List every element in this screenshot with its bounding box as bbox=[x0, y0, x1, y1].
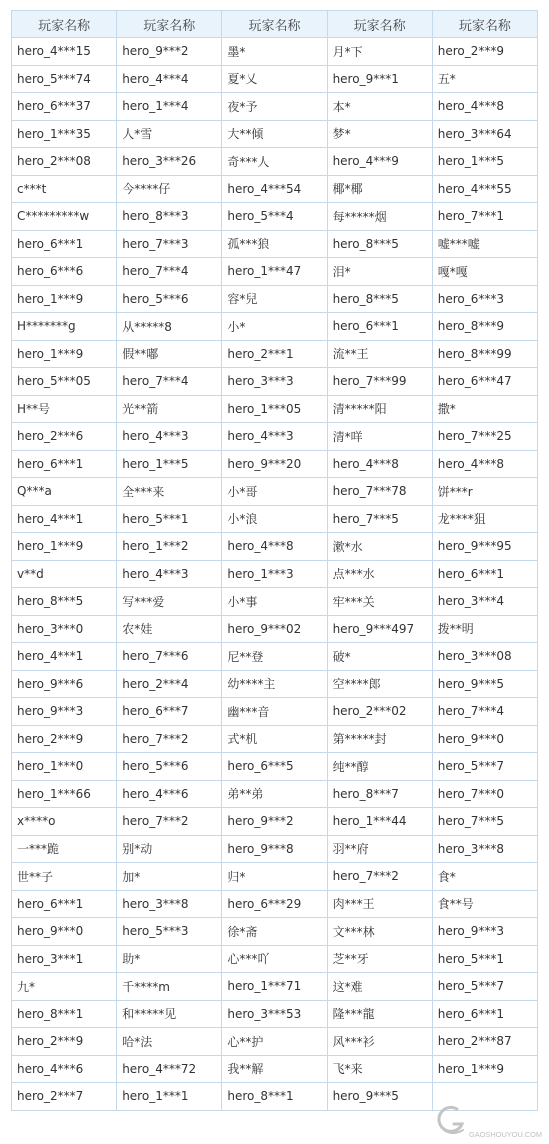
player-name-cell: Q***a bbox=[12, 478, 117, 506]
player-name-cell: 泪* bbox=[327, 258, 432, 286]
player-name-cell: c***t bbox=[12, 175, 117, 203]
player-name-cell: hero_1***9 bbox=[432, 1055, 537, 1083]
player-name-cell: 撒* bbox=[432, 395, 537, 423]
player-name-cell: hero_6***1 bbox=[327, 313, 432, 341]
player-name-cell: 隆***龍 bbox=[327, 1000, 432, 1028]
player-name-cell: 九* bbox=[12, 973, 117, 1001]
player-name-cell: hero_3***8 bbox=[432, 835, 537, 863]
player-name-cell: hero_6***1 bbox=[432, 1000, 537, 1028]
player-name-cell: hero_1***0 bbox=[12, 753, 117, 781]
player-name-cell: hero_8***9 bbox=[432, 313, 537, 341]
player-name-cell: hero_7***99 bbox=[327, 368, 432, 396]
player-name-cell: hero_2***87 bbox=[432, 1028, 537, 1056]
player-name-cell: 纯**醇 bbox=[327, 753, 432, 781]
table-row bbox=[12, 1055, 538, 1083]
player-name-cell: hero_2***9 bbox=[12, 725, 117, 753]
player-name-cell: hero_1***5 bbox=[432, 148, 537, 176]
player-name-cell: 椰*椰 bbox=[327, 175, 432, 203]
player-name-cell: hero_3***53 bbox=[222, 1000, 327, 1028]
player-name-cell: 我**解 bbox=[222, 1055, 327, 1083]
player-name-cell: hero_4***1 bbox=[12, 643, 117, 671]
player-name-cell: hero_6***7 bbox=[117, 698, 222, 726]
g-swirl-logo-icon bbox=[439, 1107, 463, 1133]
player-name-cell: 哈*法 bbox=[117, 1028, 222, 1056]
player-name-cell: C*********w bbox=[12, 203, 117, 231]
player-name-cell: 牢***关 bbox=[327, 588, 432, 616]
player-name-cell: hero_6***37 bbox=[12, 93, 117, 121]
player-name-cell: hero_6***29 bbox=[222, 890, 327, 918]
player-name-cell: hero_1***47 bbox=[222, 258, 327, 286]
player-name-cell: hero_2***1 bbox=[222, 340, 327, 368]
player-name-cell: hero_7***3 bbox=[117, 230, 222, 258]
player-name-cell: hero_8***1 bbox=[12, 1000, 117, 1028]
player-name-cell: hero_4***8 bbox=[222, 533, 327, 561]
player-name-cell: hero_3***3 bbox=[222, 368, 327, 396]
player-name-cell: hero_5***6 bbox=[117, 753, 222, 781]
player-name-cell: 别*动 bbox=[117, 835, 222, 863]
column-header: 玩家名称 bbox=[117, 11, 222, 38]
player-name-cell: hero_4***15 bbox=[12, 38, 117, 66]
player-name-cell: hero_1***35 bbox=[12, 120, 117, 148]
player-name-cell: hero_2***9 bbox=[432, 38, 537, 66]
player-name-cell: hero_6***1 bbox=[432, 560, 537, 588]
player-name-cell: x****o bbox=[12, 808, 117, 836]
table-body bbox=[12, 38, 538, 1111]
column-header: 玩家名称 bbox=[432, 11, 537, 38]
player-name-cell: hero_7***6 bbox=[117, 643, 222, 671]
player-name-cell: 夜*予 bbox=[222, 93, 327, 121]
player-name-cell: 梦* bbox=[327, 120, 432, 148]
player-name-cell: hero_9***3 bbox=[12, 698, 117, 726]
player-name-cell: hero_5***1 bbox=[432, 945, 537, 973]
player-name-cell: hero_4***8 bbox=[432, 450, 537, 478]
player-name-cell: 小*哥 bbox=[222, 478, 327, 506]
table-row bbox=[12, 203, 538, 231]
table-row bbox=[12, 808, 538, 836]
player-name-cell: 飞*来 bbox=[327, 1055, 432, 1083]
player-name-cell: hero_1***2 bbox=[117, 533, 222, 561]
player-name-cell: hero_8***99 bbox=[432, 340, 537, 368]
player-name-cell: hero_5***7 bbox=[432, 753, 537, 781]
player-name-cell: 尼**登 bbox=[222, 643, 327, 671]
table-row bbox=[12, 973, 538, 1001]
player-name-cell: hero_3***4 bbox=[432, 588, 537, 616]
player-name-cell: hero_5***3 bbox=[117, 918, 222, 946]
player-name-cell: hero_6***1 bbox=[12, 230, 117, 258]
player-name-cell: hero_5***6 bbox=[117, 285, 222, 313]
player-name-cell: H*******g bbox=[12, 313, 117, 341]
player-name-cell: hero_3***1 bbox=[12, 945, 117, 973]
player-name-cell: hero_3***26 bbox=[117, 148, 222, 176]
player-name-cell: 五* bbox=[432, 65, 537, 93]
player-name-cell: hero_1***66 bbox=[12, 780, 117, 808]
player-name-cell: hero_6***3 bbox=[432, 285, 537, 313]
player-name-cell: 文***林 bbox=[327, 918, 432, 946]
player-name-cell: hero_7***4 bbox=[432, 698, 537, 726]
table-row bbox=[12, 1028, 538, 1056]
player-name-cell: 假**嘟 bbox=[117, 340, 222, 368]
player-name-cell: hero_2***4 bbox=[117, 670, 222, 698]
player-name-cell: 大**倾 bbox=[222, 120, 327, 148]
player-name-cell: hero_2***02 bbox=[327, 698, 432, 726]
player-name-cell: hero_4***3 bbox=[117, 560, 222, 588]
player-name-cell: 点***水 bbox=[327, 560, 432, 588]
player-name-cell: 徐*斋 bbox=[222, 918, 327, 946]
player-name-table bbox=[11, 10, 538, 1111]
table-row bbox=[12, 780, 538, 808]
table-row bbox=[12, 533, 538, 561]
player-name-cell: 心***吖 bbox=[222, 945, 327, 973]
player-name-cell: hero_6***1 bbox=[12, 450, 117, 478]
player-name-cell: 一***跪 bbox=[12, 835, 117, 863]
player-name-cell: hero_1***4 bbox=[117, 93, 222, 121]
player-name-cell: 食**号 bbox=[432, 890, 537, 918]
player-name-cell: hero_8***5 bbox=[327, 230, 432, 258]
player-name-cell: hero_9***497 bbox=[327, 615, 432, 643]
player-name-cell: hero_9***0 bbox=[12, 918, 117, 946]
player-name-cell: 孤***狼 bbox=[222, 230, 327, 258]
player-name-cell: hero_9***5 bbox=[327, 1083, 432, 1111]
player-name-cell: hero_7***4 bbox=[117, 258, 222, 286]
player-name-cell: 墨* bbox=[222, 38, 327, 66]
player-name-cell: hero_5***7 bbox=[432, 973, 537, 1001]
player-name-cell: 式*机 bbox=[222, 725, 327, 753]
player-name-cell: hero_5***1 bbox=[117, 505, 222, 533]
player-name-cell: 空****郎 bbox=[327, 670, 432, 698]
table-row bbox=[12, 368, 538, 396]
player-name-cell: 本* bbox=[327, 93, 432, 121]
table-row bbox=[12, 1083, 538, 1111]
player-name-cell: hero_7***2 bbox=[327, 863, 432, 891]
column-header: 玩家名称 bbox=[12, 11, 117, 38]
player-name-cell: hero_2***7 bbox=[12, 1083, 117, 1111]
player-name-cell: 世**子 bbox=[12, 863, 117, 891]
table-row bbox=[12, 478, 538, 506]
player-name-cell: 饼***r bbox=[432, 478, 537, 506]
table-row bbox=[12, 65, 538, 93]
table-row bbox=[12, 285, 538, 313]
player-name-cell: hero_4***1 bbox=[12, 505, 117, 533]
player-name-cell: 每*****烟 bbox=[327, 203, 432, 231]
table-row bbox=[12, 643, 538, 671]
player-name-cell: 嘎*嘎 bbox=[432, 258, 537, 286]
player-name-cell: hero_1***9 bbox=[12, 285, 117, 313]
player-name-cell: H**号 bbox=[12, 395, 117, 423]
player-name-cell: hero_8***5 bbox=[327, 285, 432, 313]
player-name-cell: 农*娃 bbox=[117, 615, 222, 643]
player-name-cell: hero_4***55 bbox=[432, 175, 537, 203]
player-name-cell: 和*****见 bbox=[117, 1000, 222, 1028]
player-name-cell: 月*下 bbox=[327, 38, 432, 66]
player-name-cell: 嘘***嘘 bbox=[432, 230, 537, 258]
player-name-cell: 全***来 bbox=[117, 478, 222, 506]
player-name-cell: hero_7***0 bbox=[432, 780, 537, 808]
player-name-cell: hero_3***0 bbox=[12, 615, 117, 643]
player-name-cell: 龙****狙 bbox=[432, 505, 537, 533]
player-name-cell: hero_8***5 bbox=[12, 588, 117, 616]
player-name-cell: hero_9***3 bbox=[432, 918, 537, 946]
player-name-cell: hero_2***6 bbox=[12, 423, 117, 451]
player-name-cell: hero_4***54 bbox=[222, 175, 327, 203]
player-name-cell: 奇***人 bbox=[222, 148, 327, 176]
player-name-cell: 人*雪 bbox=[117, 120, 222, 148]
player-name-cell: hero_1***3 bbox=[222, 560, 327, 588]
player-name-cell: 清*****阳 bbox=[327, 395, 432, 423]
column-header: 玩家名称 bbox=[222, 11, 327, 38]
column-header: 玩家名称 bbox=[327, 11, 432, 38]
player-name-cell: 心**护 bbox=[222, 1028, 327, 1056]
player-name-cell: 拨**明 bbox=[432, 615, 537, 643]
player-name-cell: hero_9***1 bbox=[327, 65, 432, 93]
table-row bbox=[12, 615, 538, 643]
player-name-cell: hero_4***4 bbox=[117, 65, 222, 93]
player-name-cell: 小* bbox=[222, 313, 327, 341]
player-name-cell: hero_1***9 bbox=[12, 340, 117, 368]
player-name-cell: 羽**府 bbox=[327, 835, 432, 863]
player-name-cell: 风***衫 bbox=[327, 1028, 432, 1056]
player-name-cell: hero_8***7 bbox=[327, 780, 432, 808]
table-row bbox=[12, 340, 538, 368]
table-row bbox=[12, 753, 538, 781]
table-row bbox=[12, 120, 538, 148]
player-name-cell: hero_1***1 bbox=[117, 1083, 222, 1111]
player-name-cell: 加* bbox=[117, 863, 222, 891]
player-name-cell: 小*事 bbox=[222, 588, 327, 616]
player-name-cell: hero_6***6 bbox=[12, 258, 117, 286]
player-name-cell: hero_6***5 bbox=[222, 753, 327, 781]
player-name-cell: hero_1***05 bbox=[222, 395, 327, 423]
table-row bbox=[12, 258, 538, 286]
table-row bbox=[12, 505, 538, 533]
table-row bbox=[12, 313, 538, 341]
player-name-cell: 幽***音 bbox=[222, 698, 327, 726]
player-name-cell: 弟**弟 bbox=[222, 780, 327, 808]
table-row bbox=[12, 395, 538, 423]
player-name-cell: hero_7***5 bbox=[432, 808, 537, 836]
player-name-cell: 从*****8 bbox=[117, 313, 222, 341]
player-name-cell: hero_2***08 bbox=[12, 148, 117, 176]
table-row bbox=[12, 725, 538, 753]
table-row bbox=[12, 148, 538, 176]
player-name-cell: hero_5***4 bbox=[222, 203, 327, 231]
player-name-cell: hero_9***0 bbox=[432, 725, 537, 753]
player-name-cell: hero_3***8 bbox=[117, 890, 222, 918]
player-name-cell: hero_4***3 bbox=[117, 423, 222, 451]
player-name-cell: 夏*乂 bbox=[222, 65, 327, 93]
player-name-cell: hero_5***05 bbox=[12, 368, 117, 396]
table-row bbox=[12, 560, 538, 588]
table-row bbox=[12, 93, 538, 121]
player-name-cell: 流**王 bbox=[327, 340, 432, 368]
player-name-cell: hero_7***2 bbox=[117, 725, 222, 753]
player-name-cell: hero_6***1 bbox=[12, 890, 117, 918]
player-name-cell: 食* bbox=[432, 863, 537, 891]
player-name-cell: hero_9***2 bbox=[222, 808, 327, 836]
player-name-cell: hero_7***4 bbox=[117, 368, 222, 396]
player-name-cell: hero_4***3 bbox=[222, 423, 327, 451]
player-name-cell: 小*浪 bbox=[222, 505, 327, 533]
table-row bbox=[12, 38, 538, 66]
table-row bbox=[12, 945, 538, 973]
header-row bbox=[12, 11, 538, 38]
player-name-cell: 今****仔 bbox=[117, 175, 222, 203]
player-name-cell: hero_2***9 bbox=[12, 1028, 117, 1056]
player-name-cell: 写***爱 bbox=[117, 588, 222, 616]
player-name-cell: hero_7***5 bbox=[327, 505, 432, 533]
player-name-cell: 清*咩 bbox=[327, 423, 432, 451]
player-name-cell: 芝**牙 bbox=[327, 945, 432, 973]
table-row bbox=[12, 918, 538, 946]
player-name-cell: hero_4***8 bbox=[432, 93, 537, 121]
player-name-cell: 漱*水 bbox=[327, 533, 432, 561]
table-row bbox=[12, 230, 538, 258]
table-row bbox=[12, 1000, 538, 1028]
table-row bbox=[12, 588, 538, 616]
player-name-cell: hero_4***6 bbox=[117, 780, 222, 808]
player-name-cell: hero_8***3 bbox=[117, 203, 222, 231]
watermark-url: GAOSHOUYOU.COM bbox=[469, 1130, 543, 1139]
player-name-cell: v**d bbox=[12, 560, 117, 588]
player-name-cell: hero_7***78 bbox=[327, 478, 432, 506]
player-name-cell: 第*****封 bbox=[327, 725, 432, 753]
table-row bbox=[12, 698, 538, 726]
player-name-cell: 光**箭 bbox=[117, 395, 222, 423]
player-name-cell: hero_1***71 bbox=[222, 973, 327, 1001]
player-name-cell: 归* bbox=[222, 863, 327, 891]
player-name-cell: 破* bbox=[327, 643, 432, 671]
player-list bbox=[11, 10, 537, 1111]
player-name-cell: hero_4***8 bbox=[327, 450, 432, 478]
player-name-cell: hero_4***6 bbox=[12, 1055, 117, 1083]
table-row bbox=[12, 450, 538, 478]
player-name-cell: hero_6***47 bbox=[432, 368, 537, 396]
player-name-cell: 肉***王 bbox=[327, 890, 432, 918]
player-name-cell: hero_4***9 bbox=[327, 148, 432, 176]
table-row bbox=[12, 670, 538, 698]
table-row bbox=[12, 835, 538, 863]
player-name-cell: hero_1***9 bbox=[12, 533, 117, 561]
table-row bbox=[12, 423, 538, 451]
player-name-cell: hero_9***20 bbox=[222, 450, 327, 478]
player-name-cell bbox=[432, 1083, 537, 1111]
table-row bbox=[12, 890, 538, 918]
table-header bbox=[12, 11, 538, 38]
player-name-cell: hero_9***95 bbox=[432, 533, 537, 561]
player-name-cell: hero_9***5 bbox=[432, 670, 537, 698]
player-name-cell: hero_1***44 bbox=[327, 808, 432, 836]
player-name-cell: hero_7***1 bbox=[432, 203, 537, 231]
player-name-cell: hero_3***64 bbox=[432, 120, 537, 148]
player-name-cell: hero_7***2 bbox=[117, 808, 222, 836]
player-name-cell: hero_9***6 bbox=[12, 670, 117, 698]
player-name-cell: hero_8***1 bbox=[222, 1083, 327, 1111]
player-name-cell: hero_3***08 bbox=[432, 643, 537, 671]
player-name-cell: hero_4***72 bbox=[117, 1055, 222, 1083]
player-name-cell: hero_7***25 bbox=[432, 423, 537, 451]
table-row bbox=[12, 175, 538, 203]
player-name-cell: hero_9***8 bbox=[222, 835, 327, 863]
player-name-cell: hero_9***02 bbox=[222, 615, 327, 643]
player-name-cell: 助* bbox=[117, 945, 222, 973]
player-name-cell: 千****m bbox=[117, 973, 222, 1001]
player-name-cell: 这*难 bbox=[327, 973, 432, 1001]
player-name-cell: hero_5***74 bbox=[12, 65, 117, 93]
player-name-cell: 幼****主 bbox=[222, 670, 327, 698]
player-name-cell: 容*兒 bbox=[222, 285, 327, 313]
player-name-cell: hero_1***5 bbox=[117, 450, 222, 478]
player-name-cell: hero_9***2 bbox=[117, 38, 222, 66]
table-row bbox=[12, 863, 538, 891]
